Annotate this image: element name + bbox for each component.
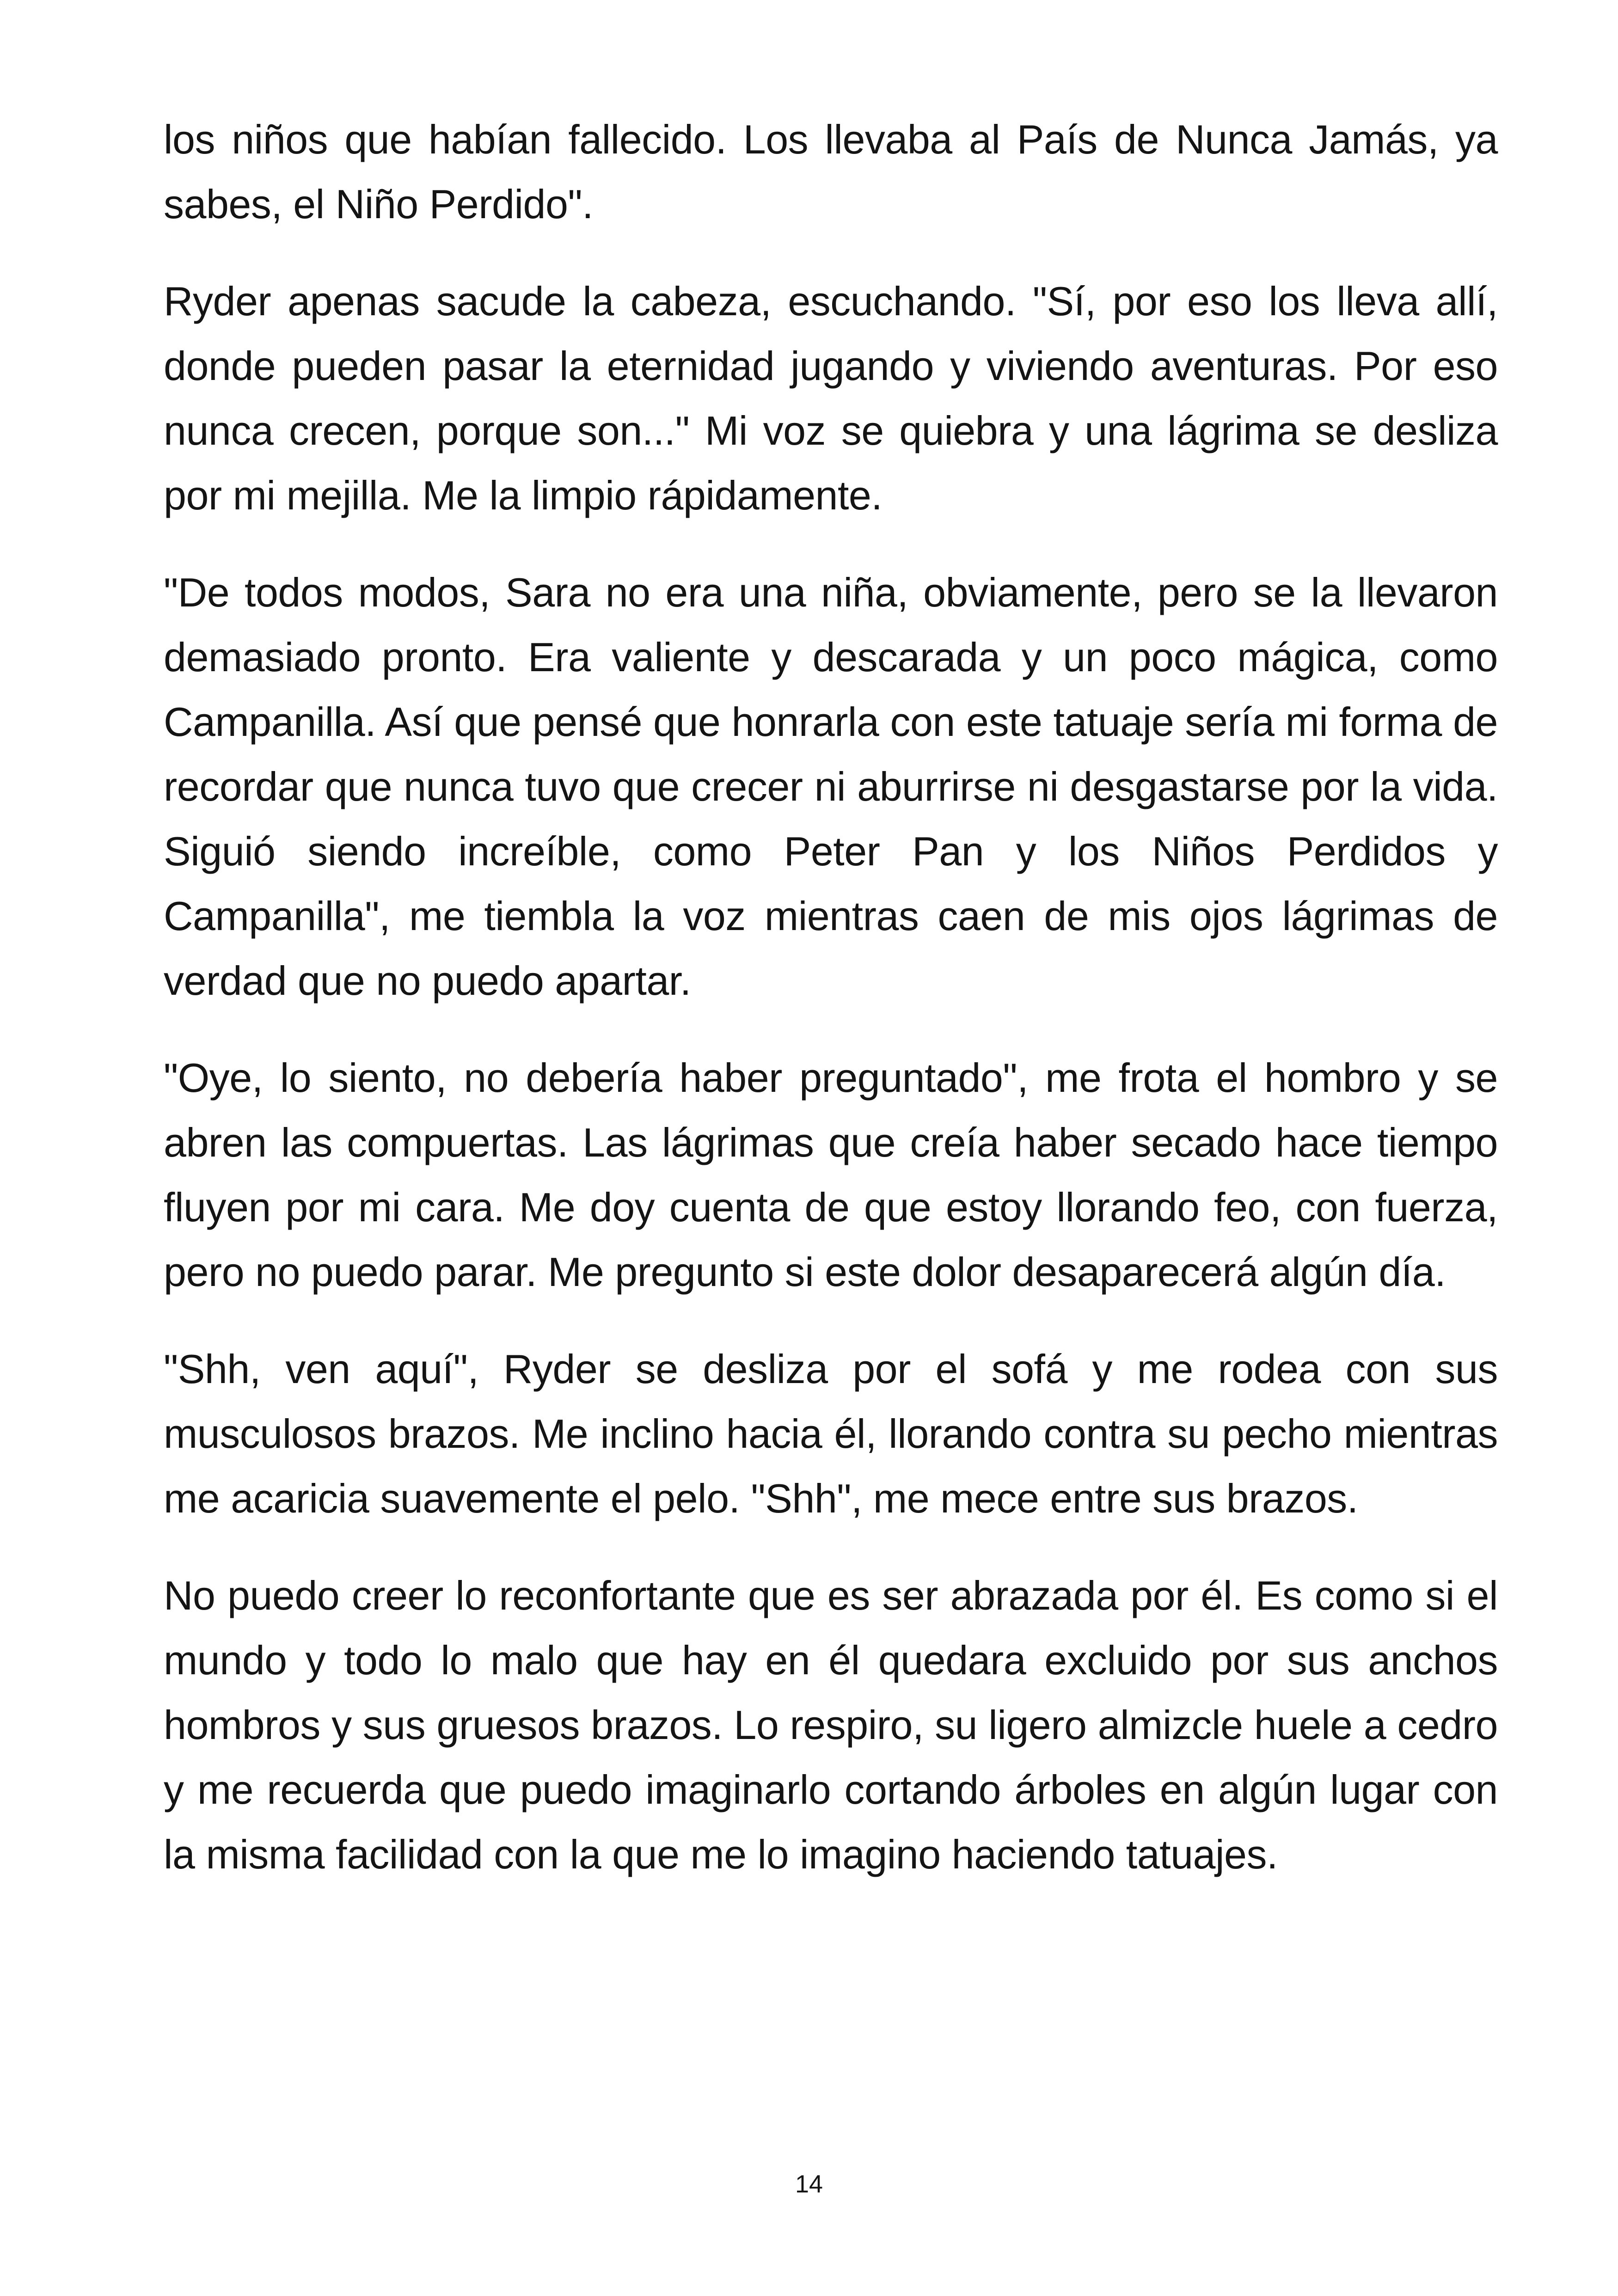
paragraph-2: Ryder apenas sacude la cabeza, escuchando. "Sí, por eso los lleva allí, donde pueden pasar la eternidad jugando y viviendo aventuras. Por eso nunca crecen, porque son..." Mi voz se quiebra y una lágrima se desliza por mi mejilla. Me la limpio rápidamente.: [164, 278, 1498, 518]
paragraph-4: "Oye, lo siento, no debería haber preguntado", me frota el hombro y se abren las compuertas. Las lágrimas que creía haber secado hace tiempo fluyen por mi cara. Me doy cuenta de que estoy llorando feo, con fuerza, pero no puedo parar. Me pregunto si este dolor desaparecerá algún día.: [164, 1055, 1498, 1295]
paragraph-6: No puedo creer lo reconfortante que es ser abrazada por él. Es como si el mundo y todo lo malo que hay en él quedara excluido por sus anchos hombros y sus gruesos brazos. Lo respiro, su ligero almizcle huele a cedro y me recuerda que puedo imaginarlo cortando árboles en algún lugar con la misma facilidad con la que me lo imagino haciendo tatuajes.: [164, 1573, 1498, 1877]
page-number: 14: [795, 2170, 823, 2198]
text-body: [164, 107, 1498, 1919]
paragraph-5: "Shh, ven aquí", Ryder se desliza por el sofá y me rodea con sus musculosos brazos. Me inclino hacia él, llorando contra su pecho mientras me acaricia suavemente el pelo. "Shh", me mece entre sus brazos.: [164, 1346, 1498, 1521]
paragraph-3: "De todos modos, Sara no era una niña, obviamente, pero se la llevaron demasiado pronto. Era valiente y descarada y un poco mágica, como Campanilla. Así que pensé que honrarla con este tatuaje sería mi forma de recordar que nunca tuvo que crecer ni aburrirse ni desgastarse por la vida. Siguió siendo increíble, como Peter Pan y los Niños Perdidos y Campanilla", me tiembla la voz mientras caen de mis ojos lágrimas de verdad que no puedo apartar.: [164, 569, 1498, 1004]
paragraph-1: los niños que habían fallecido. Los llevaba al País de Nunca Jamás, ya sabes, el Niño Perdido".: [164, 116, 1498, 227]
